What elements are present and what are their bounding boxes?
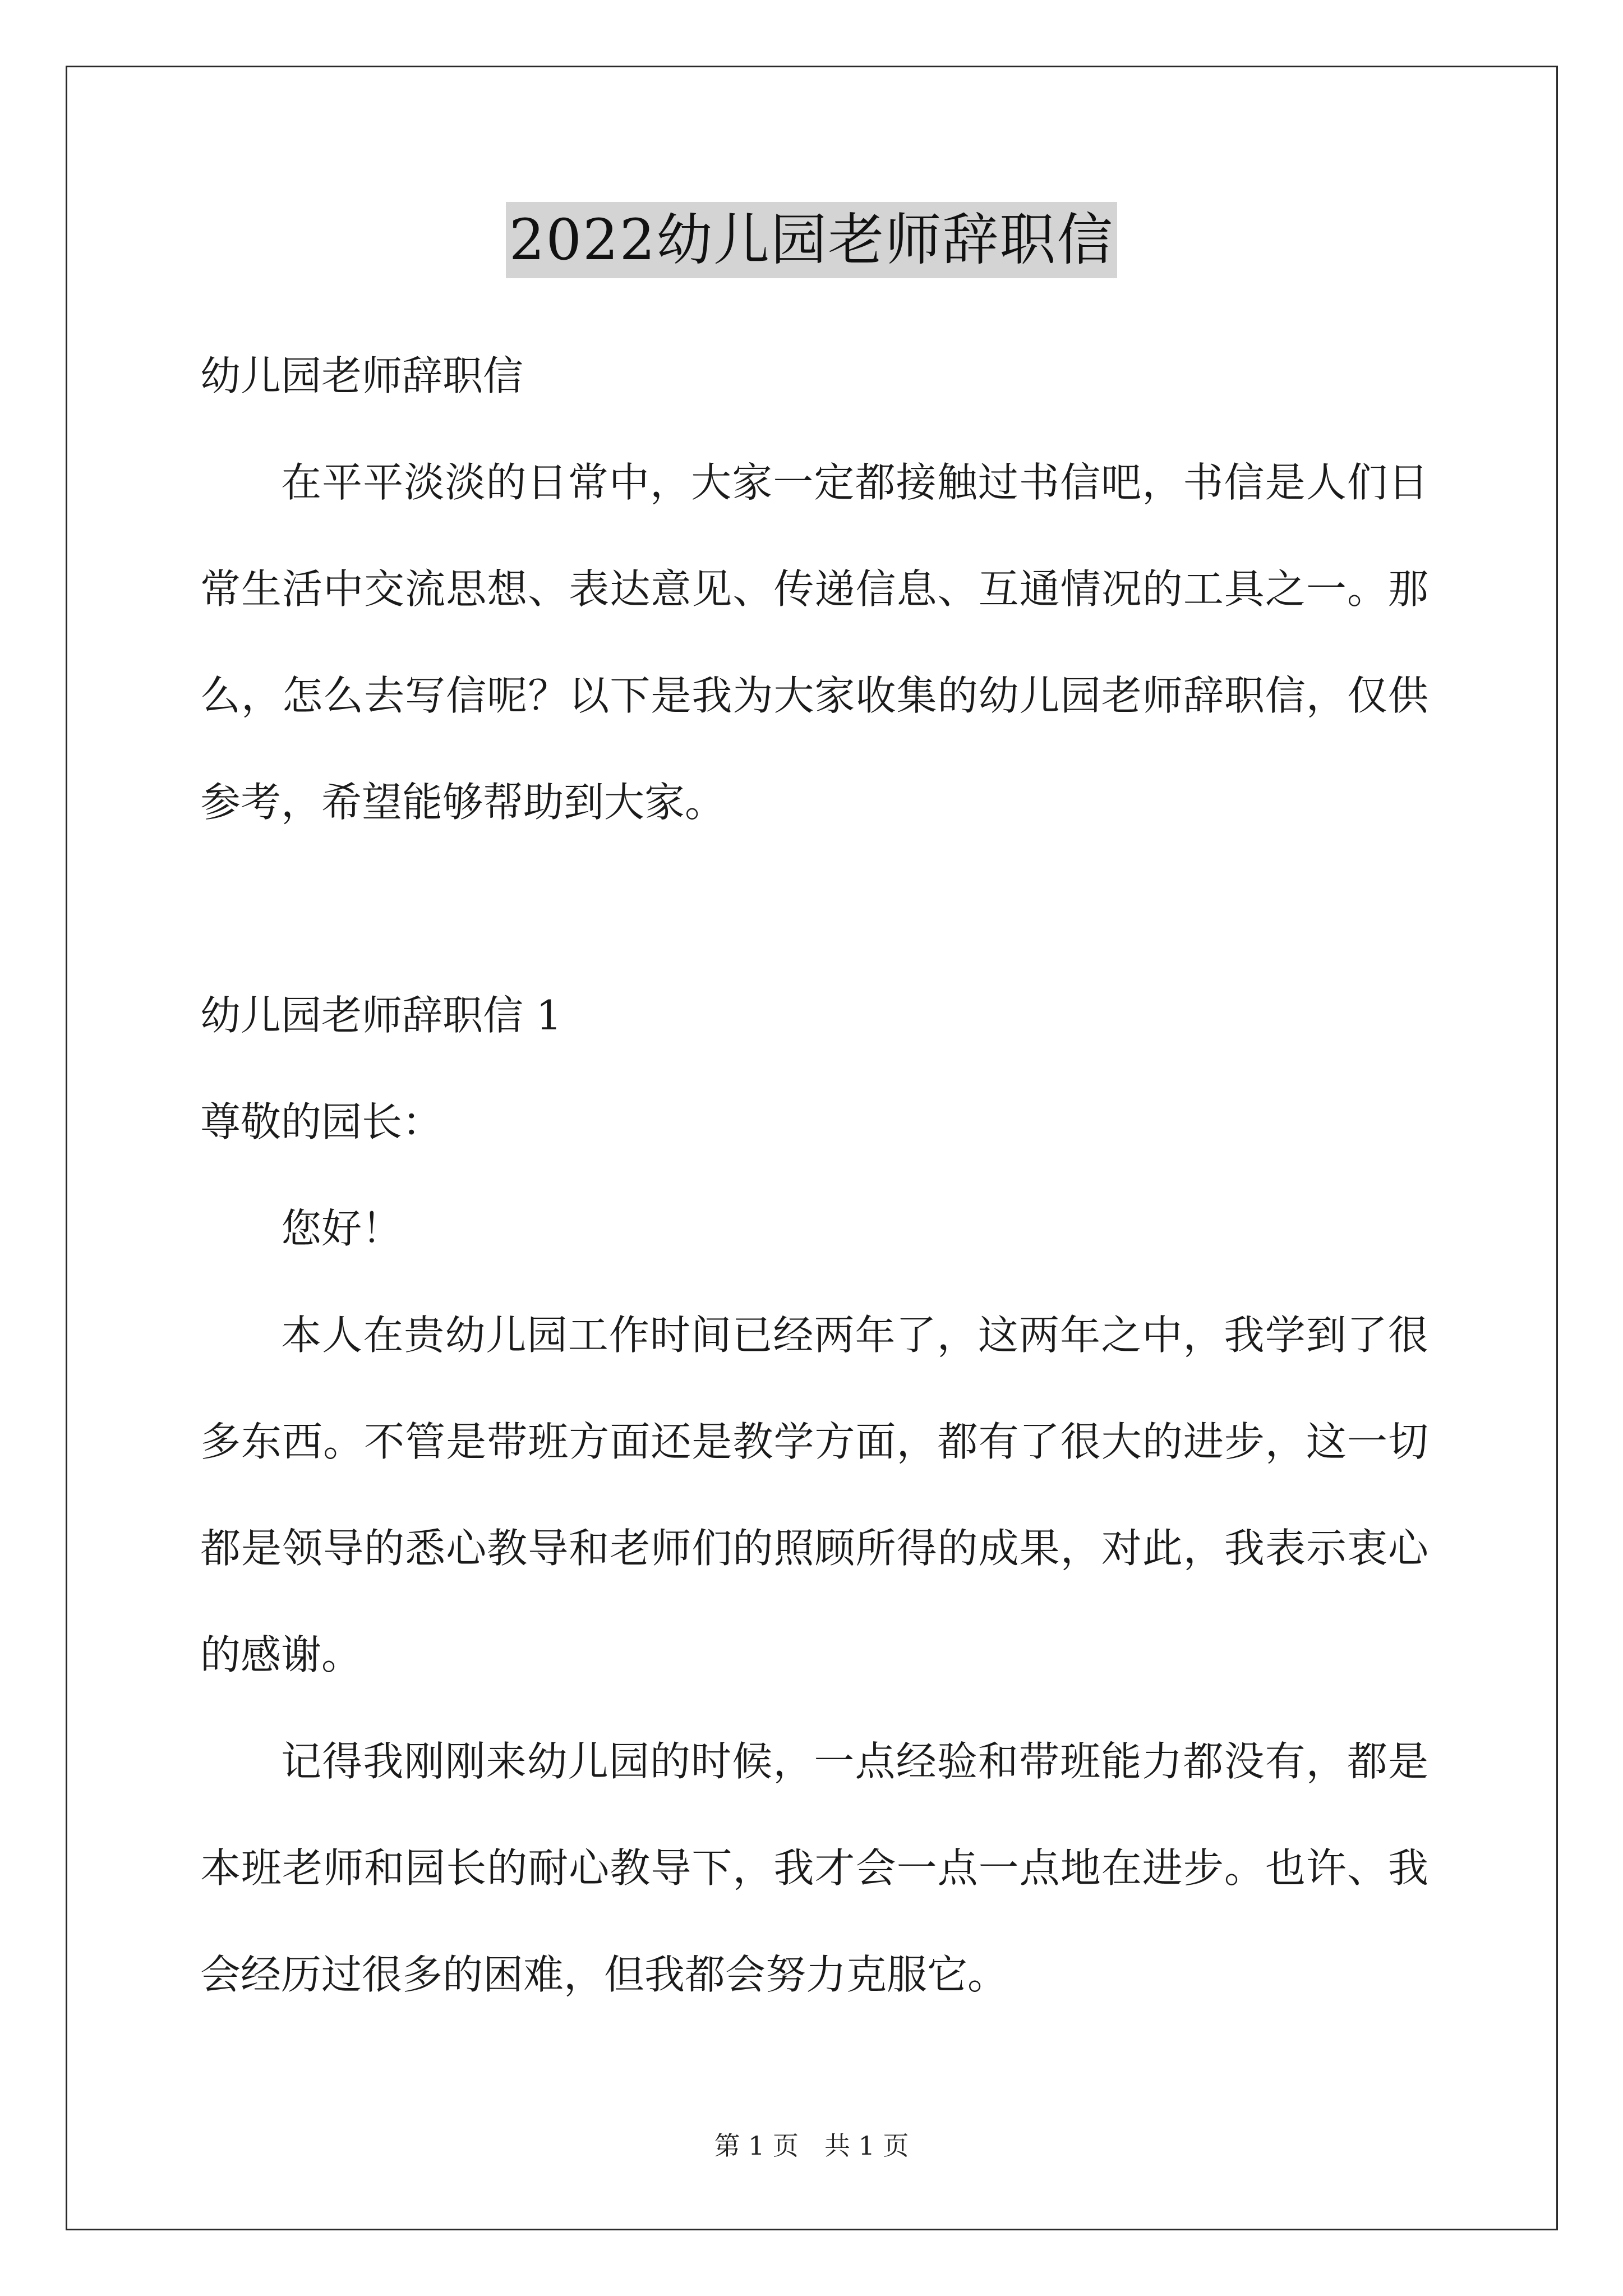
letter-paragraph-line: 都是领导的悉心教导和老师们的照顾所得的成果，对此，我表示衷心: [200, 1525, 1428, 1572]
letter-greeting: 您好！: [281, 1205, 403, 1252]
intro-paragraph-line: 么，怎么去写信呢？以下是我为大家收集的幼儿园老师辞职信，仅供: [200, 672, 1428, 719]
letter-paragraph-line: 记得我刚刚来幼儿园的时候，一点经验和带班能力都没有，都是: [281, 1738, 1428, 1785]
letter-paragraph-line: 本班老师和园长的耐心教导下，我才会一点一点地在进步。也许、我: [200, 1844, 1428, 1892]
letter-heading: 幼儿园老师辞职信 1: [200, 992, 562, 1039]
document-title: 2022幼儿园老师辞职信: [506, 202, 1118, 278]
intro-paragraph-line: 常生活中交流思想、表达意见、传递信息、互通情况的工具之一。那: [200, 565, 1428, 613]
title-area: [0, 202, 1623, 278]
intro-heading: 幼儿园老师辞职信: [200, 352, 524, 399]
letter-paragraph-line: 本人在贵幼儿园工作时间已经两年了，这两年之中，我学到了很: [281, 1312, 1428, 1359]
page-footer: [0, 2129, 1623, 2162]
intro-paragraph-line: 参考，希望能够帮助到大家。: [200, 779, 726, 826]
letter-paragraph-line: 多东西。不管是带班方面还是教学方面，都有了很大的进步，这一切: [200, 1418, 1428, 1465]
document-body: [200, 323, 1428, 2028]
page-total: 共 1 页: [824, 2131, 909, 2161]
intro-paragraph-line: 在平平淡淡的日常中，大家一定都接触过书信吧，书信是人们日: [281, 459, 1428, 506]
letter-paragraph-line: 会经历过很多的困难，但我都会努力克服它。: [200, 1951, 1008, 1998]
page-number: 第 1 页: [714, 2131, 799, 2161]
section-spacer: [200, 855, 1428, 962]
letter-paragraph-line: 的感谢。: [200, 1631, 362, 1678]
letter-salutation: 尊敬的园长：: [200, 1098, 443, 1145]
